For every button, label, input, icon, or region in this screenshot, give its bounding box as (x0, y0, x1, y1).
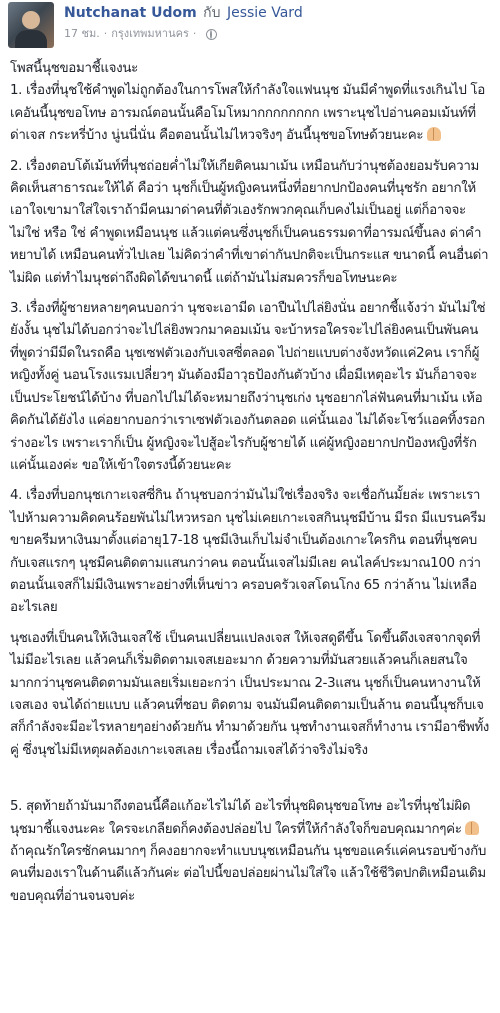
with-label: กับ (203, 5, 221, 21)
post-location[interactable]: กรุงเทพมหานคร (111, 27, 189, 40)
post-paragraph-6: 5. สุดท้ายถ้ามันมาถึงตอนนี้คือแก้อะไรไม่ได้ อะไรที่นุชผิดนุชขอโทษ อะไรที่นุชไม่ผิด นุชมาชี้แจงนะคะ ใครจะเกลียดก็คงต้องปล่อยไป ใครที่ให้กำลังใจก็ขอบคุณมากๆค่ะ ถ้าคุณรักใครซักคนมากๆ ก็คงอยากจะทำแบบนุชเหมือนกัน นุชขอแคร์แค่คนรอบข้างกับคนที่มองเราในด้านดีแล้วกันค่ะ ต่อไปนี้ขอปล่อยผ่านไม่ใส่ใจ แล้วใช้ชีวิตปกติเหมือนเดิม ขอบคุณที่อ่านจนจบค่ะ (10, 799, 486, 904)
tagged-name[interactable]: Jessie Vard (226, 5, 303, 21)
separator-dot-2: · (192, 27, 197, 40)
post-paragraph-4: 4. เรื่องที่บอกนุชเกาะเจสซี่กิน ถ้านุชบอกว่ามันไม่ใช่เรื่องจริง จะเชื่อกันมั้ยล่ะ เพราะเราไปห้ามความคิดคนร้อยพันไม่ไหวหรอก นุชไม่เคยเกาะเจสกินนุชมีบ้าน มีรถ มีแบรนครีม ขายครีมหาเงินมาตั้งแต่อายุ17-18 นุชมีเงินเก็บไม่จำเป็นต้องเกาะใครกิน ตอนที่นุชคบกับเจสแรกๆ นุชมีคนติดตามแสนกว่าคน ตอนนั้นเจสไม่มีเลย คนไลค์ประมาณ100 กว่า ตอนนั้นเจสก็ไม่มีเงินเพราะอย่างที่เห็นข่าว ครอบครัวเจสโดนโกง 65 กว่าล้าน ไม่เหลืออะไรเลย (10, 488, 486, 616)
post-subline (64, 26, 303, 42)
author-avatar[interactable] (8, 2, 54, 48)
globe-icon[interactable] (206, 29, 217, 40)
praying-hands-emoji-icon (427, 127, 441, 141)
separator-dot: · (103, 27, 108, 40)
post-names (64, 4, 303, 22)
post-meta (64, 0, 303, 42)
post-header (0, 0, 500, 58)
post-paragraph-1: 1. เรื่องที่นุชใช้คำพูดไม่ถูกต้องในการโพสให้กำลังใจแฟนนุช มันมีคำพูดที่แรงเกินไป โอเคอันนี้นุชขอโทษ อารมณ์ตอนนั้นคือโมโหมากกกกกกกก เพราะนุชไปอ่านคอมเม้นท์ที่ด่าเจส กระหรี่บ้าง นู่นนี่นั่น คือตอนนั้นไม่ไหวจริงๆ อันนี้นุชขอโทษด้วยนะคะ (10, 83, 485, 144)
post-body (0, 58, 500, 908)
post-time[interactable]: 17 ชม. (64, 27, 100, 40)
author-name[interactable]: Nutchanat Udom (64, 5, 197, 21)
post-intro: โพสนี้นุชขอมาชี้แจงนะ (10, 61, 138, 76)
post-paragraph-2: 2. เรื่องตอบโต้เม้นท์ที่นุชถ่อยค่ำไม่ให้เกียติคนมาเม้น เหมือนกับว่านุชต้องยอมรับความคิดเห็นสาธารณะให้ได้ คือว่า นุชก็เป็นผู้หญิงคนหนึ่งที่อยากปกป้องคนที่นุชรัก อยากให้เอาใจเขามาใส่ใจเราถ้ามีคนมาด่าคนที่ตัวเองรักพวกคุณเก็บคงไม่เป็นอยู่ แต่ก็อาจจะไม่ใช่ หรือ ใช่ คำพูดเหมือนนุช แล้วแต่คนซึ่งนุชก็เป็นคนธรรมดาที่อารมณ์ขึ้นลง ด่าคำหยาบได้ เหมือนคนทั่วไปเลย ไม่คิดว่าคำที่เขาด่ากันปกติจะเป็นกระแส ขนาดนี้ คนอื่นด่าไม่ผิด แต่ทำไมนุชด่าถึงผิดได้ขนาดนี้ แต่ถ้ามันไม่สมควรก็ขอโทษนะคะ (10, 158, 489, 286)
praying-hands-emoji-icon-2 (465, 821, 479, 835)
post-paragraph-3: 3. เรื่องที่ผู้ชายหลายๆคนบอกว่า นุชจะเอามีด เอาปืนไปไล่ยิงนั่น อยากชี้แจ้งว่า มันไม่ใช่ยังงั้น นุชไม่ได้บอกว่าจะไปไล่ยิงพวกมาคอมเม้น จะบ้าหรอใครจะไปไล่ยิงคนเป็นพันคน ที่พูดว่ามีมีดในรถคือ นุชเซฟตัวเองกับเจสซี่ตลอด ไปถ่ายแบบต่างจังหวัดแค่2คน เราก็ผู้หญิงทั้งคู่ นอนโรงแรมเปลี่ยวๆ มันต้องมีอาวุธป้องกันตัวบ้าง เผื่อมีเหตุอะไร มันก็อาจจะเป็นประโยชน์ได้บ้าง ที่บอกไปไม่ได้จะหมายถึงว่านุชเก่ง นุชอยากไล่ฟันคนที่มาเม้น เห้อ คิดกันได้ยังไง แค่อยากบอกว่าเราเซฟตัวเองกันตลอด แค่นั้นเอง ไม่ได้จะโชว์แอคทิ้งรอกร่างอะไร เพราะเราก็เป็น ผู้หญิงจะไปสู้อะไรกับผู้ชายได้ แค่ผู้หญิงอยากปกป้องหญิงที่รักแค่นั้นเองค่ะ ขอให้เข้าใจตรงนี้ด้วยนะคะ (10, 301, 486, 473)
post-paragraph-5: นุชเองที่เป็นคนให้เงินเจสใช้ เป็นคนเปลี่ยนแปลงเจส ให้เจสดูดีขึ้น โดขึ้นดึงเจสจากจุดที่ไม่มีอะไรเลย แล้วคนก็เริ่มติดตามเจสเยอะมาก ด้วยความที่มันสวยแล้วคนก็เลยสนใจมากกว่านุชคนติดตามมันเลยเริ่มเยอะกว่า เป็นประมาณ 2-3แสน นุชก็เป็นคนหางานให้เจสเอง จนได้ถ่ายแบบ แล้วคนที่ชอบ ติดตาม จนมันมีคนติดตามเป็นล้าน ตอนนี้นุชก็บเจสก็กำลังจะมีอะไรหลายๆอย่างด้วยกัน ทำมาด้วยกัน นุชทำงานเจสก็ทำงาน เรามีอาชีพทั้งคู่ ซึ่งนุชไม่มีเหตุผลต้องเกาะเจสเลย เรื่องนี้ถามเจสได้ว่าจริงไม่จริง (10, 630, 489, 758)
